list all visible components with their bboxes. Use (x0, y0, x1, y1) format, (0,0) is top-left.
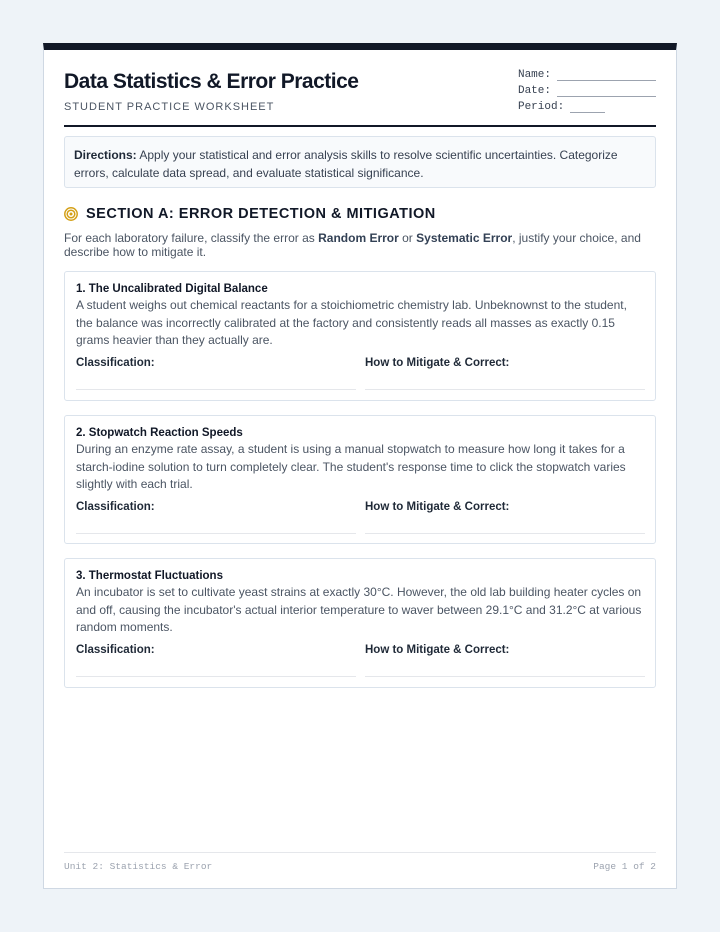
student-info-fields (518, 65, 656, 113)
directions-text: Apply your statistical and error analysis skills to resolve scientific uncertainties. Categorize errors, calculate data spread, and evaluate statistical significance. (74, 148, 618, 180)
question-title: 2. Stopwatch Reaction Speeds (76, 427, 243, 439)
classification-answer[interactable] (76, 357, 356, 369)
page-subtitle: STUDENT PRACTICE WORKSHEET (64, 101, 275, 113)
question-text: An incubator is set to cultivate yeast strains at exactly 30°C. However, the old lab building heater cycles on and off, causing the incubator's actual interior temperature to waver between 29.1°C and 31.2°C at various random moments. (76, 585, 642, 634)
period-field-line[interactable] (570, 102, 605, 113)
intro-term-systematic: Systematic Error (416, 231, 513, 245)
classification-answer-line[interactable] (76, 533, 356, 534)
date-field-label: Date: (517, 85, 551, 97)
name-field-line[interactable] (557, 70, 656, 81)
directions-box (64, 136, 656, 188)
section-a-header (64, 206, 436, 222)
question-title: 1. The Uncalibrated Digital Balance (76, 283, 268, 295)
worksheet-page (43, 43, 677, 889)
name-field-label: Name: (517, 69, 551, 81)
page-title: Data Statistics & Error Practice (64, 70, 359, 93)
target-icon (64, 207, 78, 221)
mitigate-answer-line[interactable] (365, 533, 645, 534)
name-field[interactable] (518, 65, 656, 81)
classification-answer[interactable] (76, 501, 356, 513)
classification-answer-line[interactable] (76, 676, 356, 677)
question-card-3 (64, 558, 656, 688)
period-field-label: Period: (517, 101, 565, 113)
mitigate-label: How to Mitigate & Correct: (365, 357, 510, 369)
date-field[interactable] (518, 81, 656, 97)
mitigate-answer[interactable] (365, 357, 645, 369)
mitigate-label: How to Mitigate & Correct: (365, 644, 510, 656)
intro-term-random: Random Error (318, 231, 399, 245)
classification-answer-line[interactable] (76, 389, 356, 390)
page-number: Page 1 of 2 (593, 861, 656, 872)
classification-label: Classification: (76, 357, 155, 369)
question-card-1 (64, 271, 656, 401)
question-text: A student weighs out chemical reactants for a stoichiometric chemistry lab. Unbeknownst to the student, the balance was incorrectly calibrated at the factory and consistently reads all masses as exactly 0.15 grams heavier than they actually are. (76, 298, 627, 347)
section-a-title: SECTION A: ERROR DETECTION & MITIGATION (86, 206, 436, 222)
question-card-2 (64, 415, 656, 544)
directions-label: Directions: (74, 148, 137, 162)
mitigate-answer[interactable] (365, 644, 645, 656)
footer-unit: Unit 2: Statistics & Error (64, 861, 213, 872)
page-footer (64, 852, 656, 872)
mitigate-answer[interactable] (365, 501, 645, 513)
intro-text-start: For each laboratory failure, classify the error as (64, 231, 319, 245)
question-text: During an enzyme rate assay, a student is using a manual stopwatch to measure how long it takes for a starch-iodine solution to turn completely clear. The student's response time to click the stopwatch varies slightly with each trial. (76, 442, 626, 491)
classification-label: Classification: (76, 501, 155, 513)
classification-label: Classification: (76, 644, 155, 656)
question-title: 3. Thermostat Fluctuations (76, 570, 223, 582)
intro-text-mid: or (398, 231, 417, 245)
intro-text-end: , justify your choice, and describe how to mitigate it. (64, 231, 641, 259)
date-field-line[interactable] (557, 86, 656, 97)
classification-answer[interactable] (76, 644, 356, 656)
mitigate-answer-line[interactable] (365, 676, 645, 677)
mitigate-answer-line[interactable] (365, 389, 645, 390)
period-field[interactable] (518, 97, 656, 113)
section-a-intro (64, 231, 656, 259)
mitigate-label: How to Mitigate & Correct: (365, 501, 510, 513)
worksheet-header (64, 65, 656, 127)
